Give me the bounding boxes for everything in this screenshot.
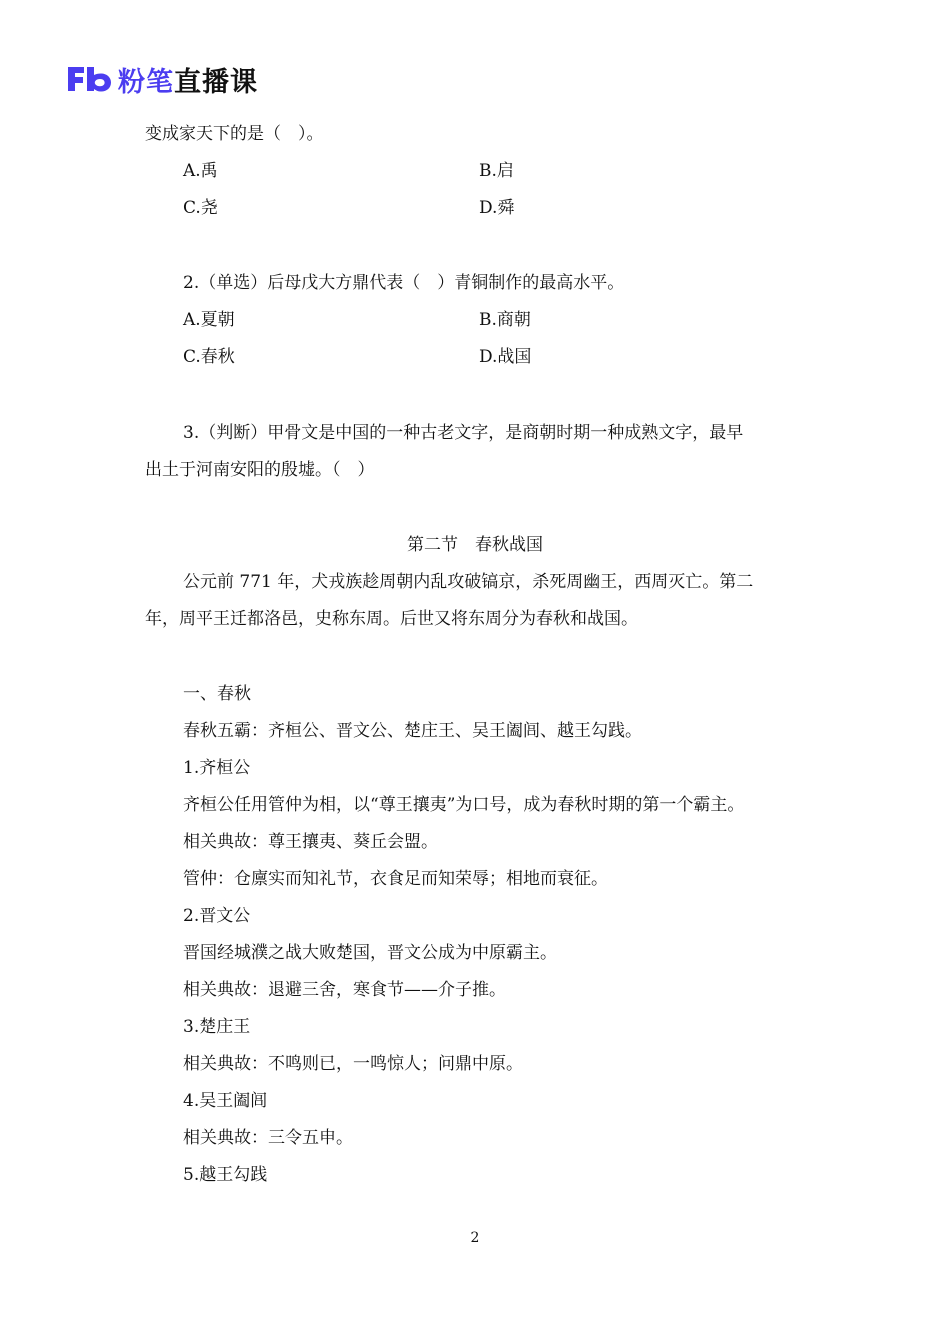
q1-option-c: C.尧 [183, 198, 218, 218]
logo [66, 62, 258, 96]
q2-option-b: B.商朝 [479, 310, 531, 330]
q2-option-a: A.夏朝 [183, 310, 235, 330]
body-line: 相关典故：三令五申。 [183, 1128, 353, 1148]
q1-stem-tail: 变成家天下的是（ ）。 [145, 124, 324, 144]
page-number: 2 [470, 1230, 480, 1246]
body-line: 齐桓公任用管仲为相，以“尊王攘夷”为口号，成为春秋时期的第一个霸主。 [183, 795, 745, 815]
section-title: 第二节 春秋战国 [407, 535, 543, 555]
item-heading: 2.晋文公 [183, 906, 251, 926]
item-heading: 4.吴王阖闾 [183, 1091, 268, 1111]
body-line: 晋国经城濮之战大败楚国，晋文公成为中原霸主。 [183, 943, 557, 963]
subsection-heading: 一、春秋 [183, 684, 251, 704]
q3-line-2: 出土于河南安阳的殷墟。（ ） [145, 460, 375, 480]
logo-text [118, 60, 258, 99]
item-heading: 1.齐桓公 [183, 758, 251, 778]
section-intro-line-2: 年，周平王迁都洛邑，史称东周。后世又将东周分为春秋和战国。 [145, 609, 638, 629]
body-line: 相关典故：尊王攘夷、葵丘会盟。 [183, 832, 438, 852]
section-intro-line-1: 公元前 771 年，犬戎族趁周朝内乱攻破镐京，杀死周幽王，西周灭亡。第二 [183, 572, 754, 592]
q3-line-1: 3.（判断）甲骨文是中国的一种古老文字，是商朝时期一种成熟文字，最早 [183, 423, 744, 443]
q1-option-a: A.禹 [183, 161, 218, 181]
body-line: 相关典故：退避三舍，寒食节——介子推。 [183, 980, 506, 1000]
q1-option-d: D.舜 [479, 198, 515, 218]
q2-option-d: D.战国 [479, 347, 532, 367]
item-heading: 5.越王勾践 [183, 1165, 268, 1185]
q2-option-c: C.春秋 [183, 347, 235, 367]
item-heading: 3.楚庄王 [183, 1017, 251, 1037]
body-line: 相关典故：不鸣则已，一鸣惊人；问鼎中原。 [183, 1054, 523, 1074]
logo-brand-text: 粉笔 [118, 66, 174, 98]
q2-stem: 2.（单选）后母戊大方鼎代表（ ）青铜制作的最高水平。 [183, 273, 625, 293]
body-line: 管仲：仓廪实而知礼节，衣食足而知荣辱；相地而衰征。 [183, 869, 608, 889]
body-line: 春秋五霸：齐桓公、晋文公、楚庄王、吴王阖闾、越王勾践。 [183, 721, 642, 741]
fb-logo-icon [66, 64, 112, 94]
logo-product-text: 直播课 [174, 66, 258, 98]
q1-option-b: B.启 [479, 161, 514, 181]
